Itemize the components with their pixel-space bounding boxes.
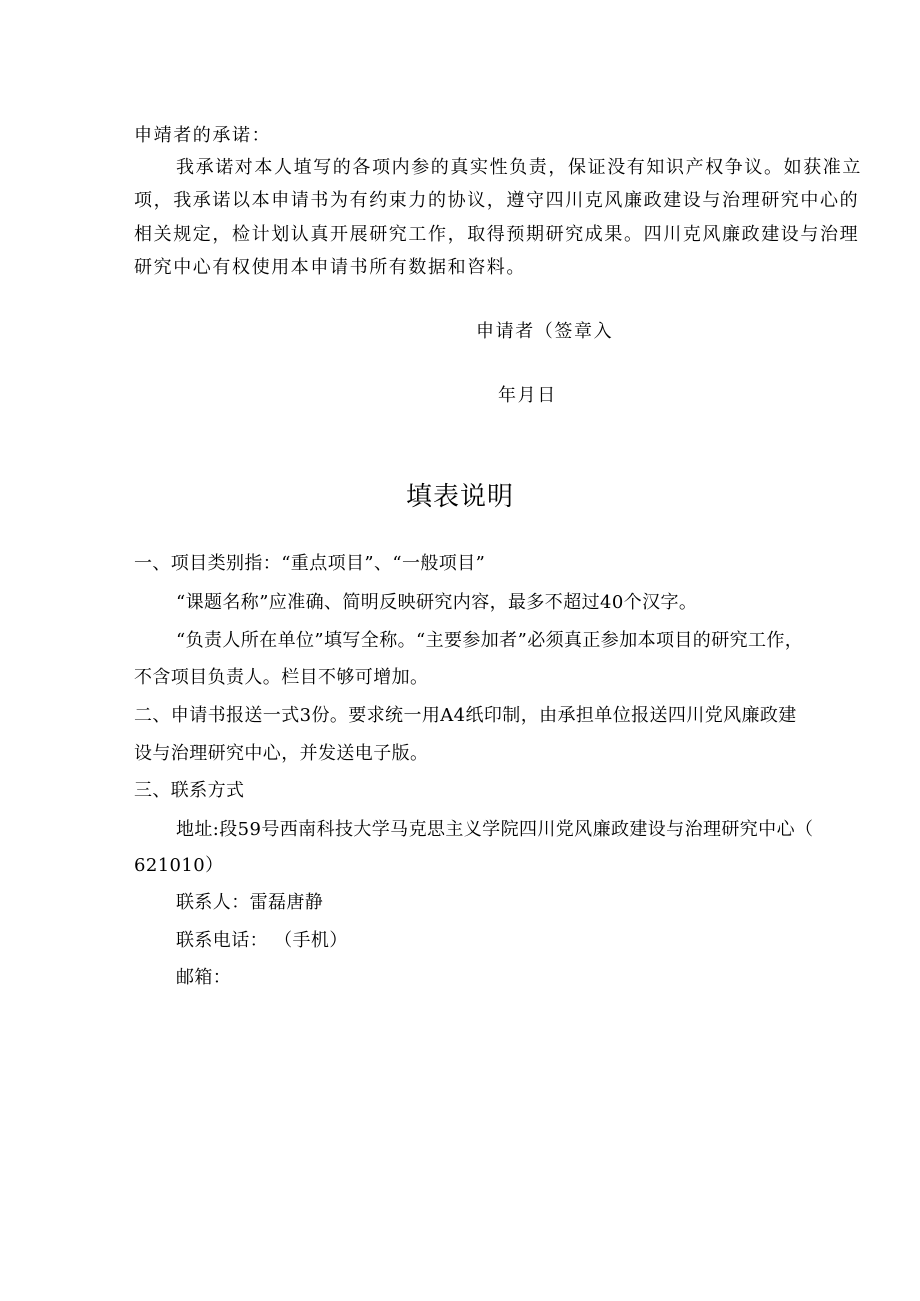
pledge-heading: 申靖者的承诺： [134,125,272,146]
pledge-line-4: 研究中心有权使用本申请书所有数据和咨料。 [134,257,526,278]
applicant-signature-label: 申请者（签章入 [476,321,614,342]
pledge-line-1: 我承诺对本人埴写的各项内参的真实性负责，保证没有知识产权争议。如获准立 [176,157,862,178]
contact-email: 邮箱： [176,967,232,988]
contact-address: 地址:段59号西南科技大学马克思主义学院四川党风廉政建设与治理研究中心（ [176,819,814,840]
instruction-line-3: “负责人所在单位”填写全称。“主要参加者”必须真正参加本项目的研究工作， [176,630,804,651]
instruction-line-1: 一、项目类别指：“重点项目”、“一般项目” [134,553,486,574]
pledge-line-2: 项，我承诺以本申请书为有约束力的协议，遵守四川克风廉政建设与治理研究中心的 [134,190,860,211]
instruction-line-5: 二、申请书报送一式3份。要求统一用A4纸印制，由承担单位报送四川党风廉政建 [134,705,797,726]
instructions-title: 填表说明 [405,482,514,512]
pledge-line-3: 相关规定，检计划认真开展研究工作，取得预期研究成果。四川克风廉政建设与治理 [134,224,860,245]
date-label: 年月日 [498,385,557,406]
instruction-line-4: 不含项目负责人。栏目不够可增加。 [134,667,429,688]
instruction-line-6: 设与治理研究中心，并发送电子版。 [134,743,429,764]
instruction-line-2: “课题名称”应准确、简明反映研究内容，最多不超过40个汉字。 [176,592,698,613]
contact-person: 联系人：雷磊唐静 [176,892,324,913]
contact-phone: 联系电话： （手机） [176,930,348,951]
contact-postcode: 621010） [134,855,224,876]
contact-heading: 三、联系方式 [134,780,245,801]
